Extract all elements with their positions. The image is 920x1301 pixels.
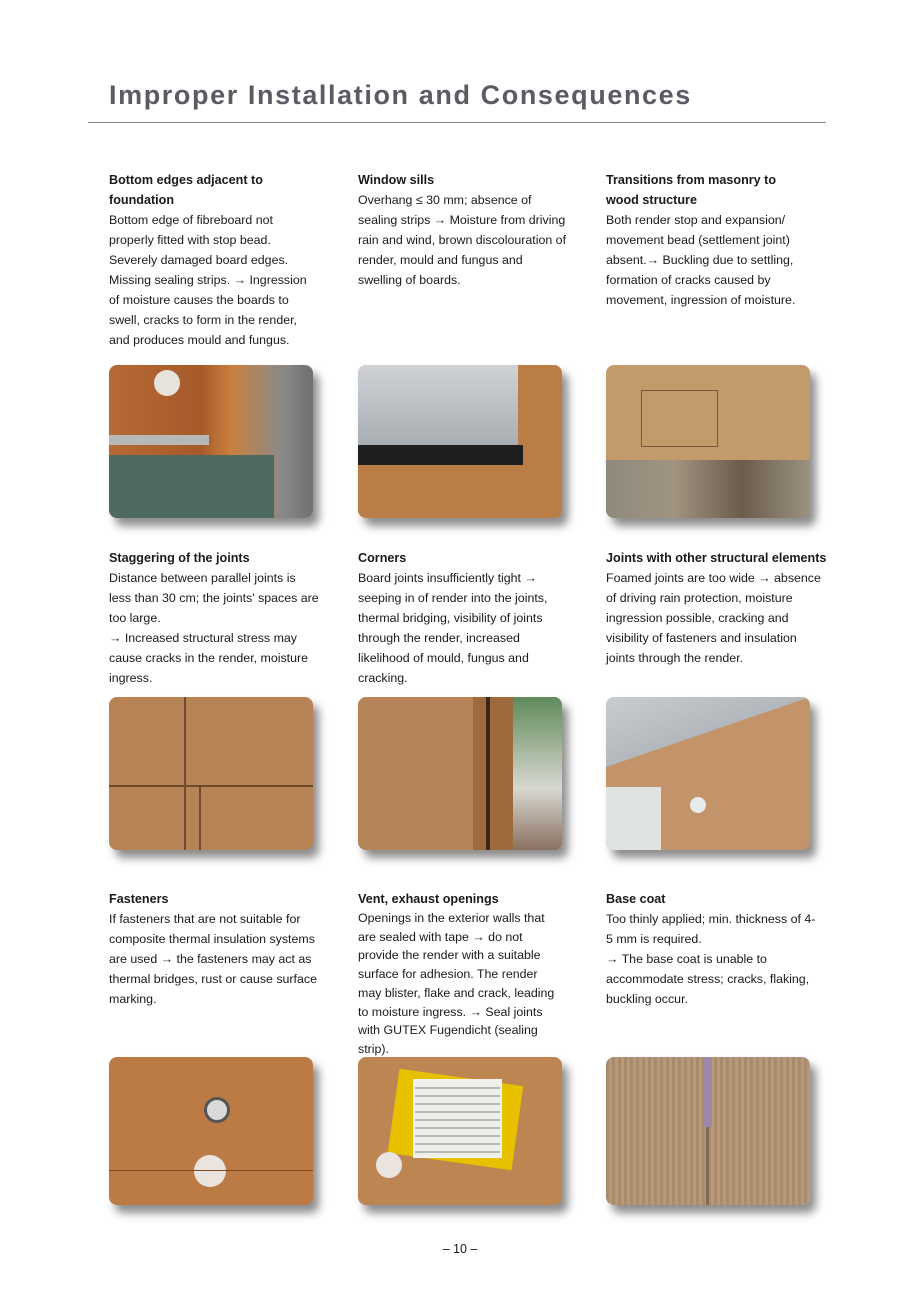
- section-heading: Base coat: [606, 892, 666, 906]
- section-text: Distance between parallel joints is less than 30 cm; the joints' spaces are too large.: [109, 571, 319, 625]
- section-text: Too thinly applied; min. thickness of 4-5 mm is required.: [606, 912, 816, 946]
- photo-staggering: [109, 697, 313, 850]
- section-window-sills: [358, 170, 568, 290]
- page-number: – 10 –: [442, 1242, 478, 1256]
- section-text: Foamed joints are too wide → absence of driving rain protection, moisture ingression possible, cracking and visibility of fasteners and insulation joints through the render.: [606, 571, 821, 665]
- section-heading: Bottom edges adjacent to foundation: [109, 173, 263, 207]
- photo-vent-openings: [358, 1057, 562, 1205]
- photo-joints-structural: [606, 697, 810, 850]
- section-heading: Staggering of the joints: [109, 551, 250, 565]
- section-masonry-transition: [606, 170, 806, 310]
- section-text: Openings in the exterior walls that are sealed with tape → do not provide the render with a suitable surface for adhesion. The render may blister, flake and crack, leading to moisture ingress. → Seal joints with GUTEX Fugendicht (sealing strip).: [358, 911, 555, 1056]
- section-text: → Increased structural stress may cause cracks in the render, moisture ingress.: [109, 631, 309, 685]
- section-heading: Transitions from masonry to wood structure: [606, 173, 777, 207]
- section-text: → The base coat is unable to accommodate stress; cracks, flaking, buckling occur.: [606, 952, 810, 1006]
- section-corners: [358, 548, 563, 688]
- section-text: Bottom edge of fibreboard not properly fitted with stop bead. Severely damaged board edges. Missing sealing strips. → Ingression of moisture causes the boards to swell, cracks to form in the render, and produces mould and fungus.: [109, 213, 307, 347]
- photo-fasteners: [109, 1057, 313, 1205]
- section-text: Board joints insufficiently tight → seeping in of render into the joints, thermal bridging, visibility of joints through the render, increased likelihood of mould, fungus and cracking.: [358, 571, 548, 685]
- section-heading: Joints with other structural elements: [606, 551, 827, 565]
- section-heading: Fasteners: [109, 892, 169, 906]
- section-heading: Vent, exhaust openings: [358, 892, 499, 906]
- section-vent-openings: [358, 889, 558, 1059]
- section-bottom-edges: [109, 170, 314, 350]
- photo-corners: [358, 697, 562, 850]
- photo-masonry-transition: [606, 365, 810, 518]
- section-heading: Corners: [358, 551, 407, 565]
- section-base-coat: [606, 889, 816, 1009]
- section-joints-structural: [606, 548, 851, 668]
- photo-window-sills: [358, 365, 562, 518]
- photo-bottom-edges: [109, 365, 313, 518]
- section-text: Both render stop and expansion/ movement bead (settlement joint) absent.→ Buckling due to settling, formation of cracks caused by movement, ingression of moisture.: [606, 213, 796, 307]
- section-staggering: [109, 548, 319, 688]
- section-text: If fasteners that are not suitable for composite thermal insulation systems are used → the fasteners may act as thermal bridges, rust or cause surface marking.: [109, 912, 317, 1006]
- section-fasteners: [109, 889, 319, 1009]
- page-title: Improper Installation and Consequences: [109, 80, 692, 110]
- section-heading: Window sills: [358, 173, 435, 187]
- title-divider: [88, 122, 826, 123]
- photo-base-coat: [606, 1057, 810, 1205]
- section-text: Overhang ≤ 30 mm; absence of sealing strips → Moisture from driving rain and wind, brown discolouration of render, mould and fungus and swelling of boards.: [358, 193, 567, 287]
